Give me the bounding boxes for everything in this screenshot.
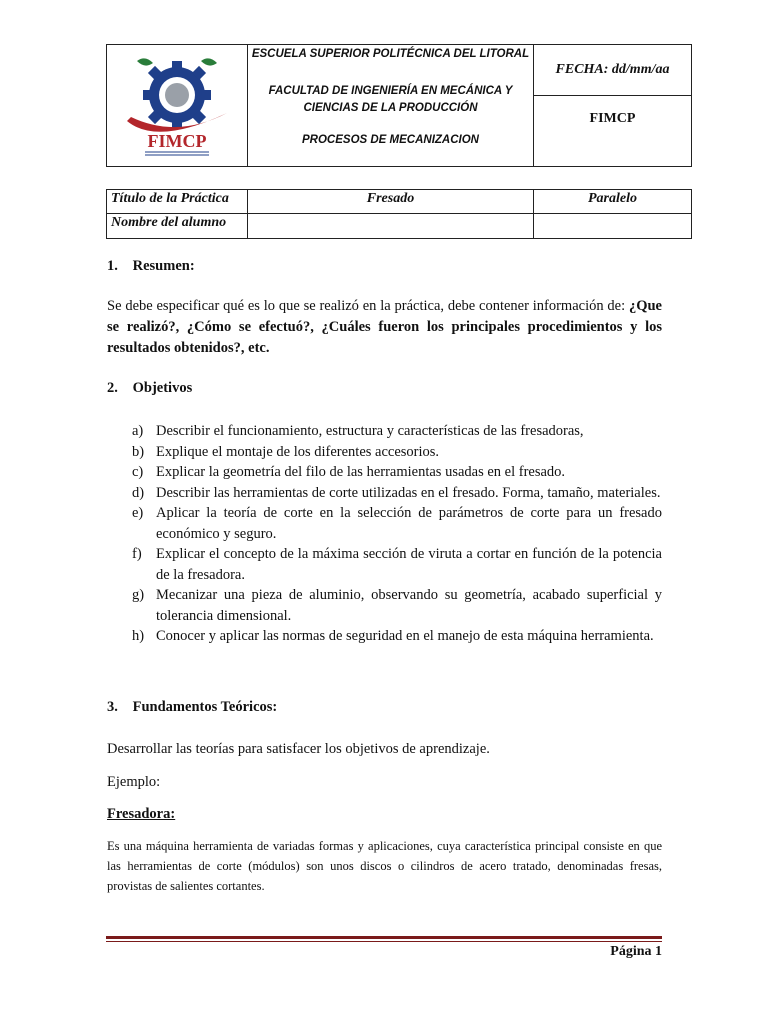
date-cell: FECHA: dd/mm/aa xyxy=(534,45,691,96)
fresadora-paragraph: Es una máquina herramienta de variadas formas y aplicaciones, cuya característica principal consiste en que las herramientas de corte (módulos) son unos discos o cilindros de acero tratado, denominadas fresas, provistas de salientes cortantes. xyxy=(107,839,662,893)
list-marker: h) xyxy=(132,628,145,644)
resumen-questions: ¿Que se realizó?, ¿Cómo se efectuó?, ¿Cuáles fueron los principales procedimientos y los resultados obtenidos?, etc. xyxy=(107,298,662,356)
paralelo-label: Paralelo xyxy=(588,191,637,206)
header-table xyxy=(106,44,692,167)
faculty-line-1: FACULTAD DE INGENIERÍA EN MECÁNICA Y xyxy=(268,85,513,97)
list-item xyxy=(132,421,662,442)
fimcp-logo xyxy=(117,51,237,161)
paralelo-field[interactable] xyxy=(534,214,691,238)
list-marker: b) xyxy=(132,443,145,460)
institution-cell xyxy=(248,45,534,166)
section-number: 3. xyxy=(107,699,118,715)
section-resumen-title xyxy=(107,258,195,275)
list-item-text: Conocer y aplicar las normas de seguridad en el manejo de esta máquina herramienta. xyxy=(156,628,654,644)
list-item xyxy=(132,626,662,647)
list-item xyxy=(132,442,662,463)
list-marker: c) xyxy=(132,464,144,480)
practice-row-student xyxy=(107,214,691,238)
list-item xyxy=(132,544,662,585)
fresadora-heading: Fresadora: xyxy=(107,806,176,822)
list-item xyxy=(132,503,662,544)
list-item xyxy=(132,585,662,626)
footer-rule xyxy=(106,936,662,939)
example-label: Ejemplo: xyxy=(107,774,161,790)
list-marker: a) xyxy=(132,423,144,439)
list-item-text: Describir el funcionamiento, estructura y características de las fresadoras, xyxy=(156,423,584,439)
practice-table xyxy=(106,189,692,239)
student-name-field[interactable] xyxy=(248,214,534,238)
logo-text: FIMCP xyxy=(147,131,207,151)
list-item-text: Mecanizar una pieza de aluminio, observando su geometría, acabado superficial y tolerancia dimensional. xyxy=(156,587,662,624)
list-item-text: Aplicar la teoría de corte en la selección de parámetros de corte para un fresado económico y seguro. xyxy=(156,505,662,542)
list-item-text: Explique el montaje de los diferentes accesorios. xyxy=(156,443,440,460)
student-name-label: Nombre del alumno xyxy=(107,214,248,238)
fundamentos-intro: Desarrollar las teorías para satisfacer los objetivos de aprendizaje. xyxy=(107,741,490,757)
section-objetivos-title xyxy=(107,380,192,397)
section-number: 1. xyxy=(107,258,118,274)
list-item-text: Describir las herramientas de corte utilizadas en el fresado. Forma, tamaño, materiales. xyxy=(156,484,661,501)
course-name: PROCESOS DE MECANIZACION xyxy=(302,134,479,146)
footer-rule-thin xyxy=(106,941,662,942)
list-marker: f) xyxy=(132,546,142,562)
logo-cell xyxy=(107,45,248,166)
page-number: Página 1 xyxy=(610,944,662,959)
practice-title-value: Fresado xyxy=(248,190,534,213)
faculty-name xyxy=(248,83,533,117)
section-fundamentos-title xyxy=(107,699,277,716)
list-marker: g) xyxy=(132,587,145,603)
resumen-text: Se debe especificar qué es lo que se realizó en la práctica, debe contener información de: xyxy=(107,298,629,314)
list-marker: d) xyxy=(132,484,145,501)
list-item xyxy=(132,483,662,504)
section-title-text: Fundamentos Teóricos: xyxy=(132,699,278,715)
list-marker: e) xyxy=(132,505,144,521)
list-item-text: Explicar el concepto de la máxima sección de viruta a cortar en función de la potencia de la fresadora. xyxy=(156,546,662,583)
list-item-text: Explicar la geometría del filo de las herramientas usadas en el fresado. xyxy=(156,464,566,480)
practice-title-label: Título de la Práctica xyxy=(107,190,248,213)
practice-row-title xyxy=(107,190,691,214)
objectives-list xyxy=(132,421,662,647)
section-number: 2. xyxy=(107,380,118,396)
fimcp-cell: FIMCP xyxy=(589,111,636,126)
institution-name: ESCUELA SUPERIOR POLITÉCNICA DEL LITORAL xyxy=(251,48,530,60)
faculty-line-2: CIENCIAS DE LA PRODUCCIÓN xyxy=(303,102,478,114)
list-item xyxy=(132,462,662,483)
section-title-text: Resumen: xyxy=(132,258,195,274)
resumen-paragraph xyxy=(107,296,662,359)
section-title-text: Objetivos xyxy=(132,380,193,396)
